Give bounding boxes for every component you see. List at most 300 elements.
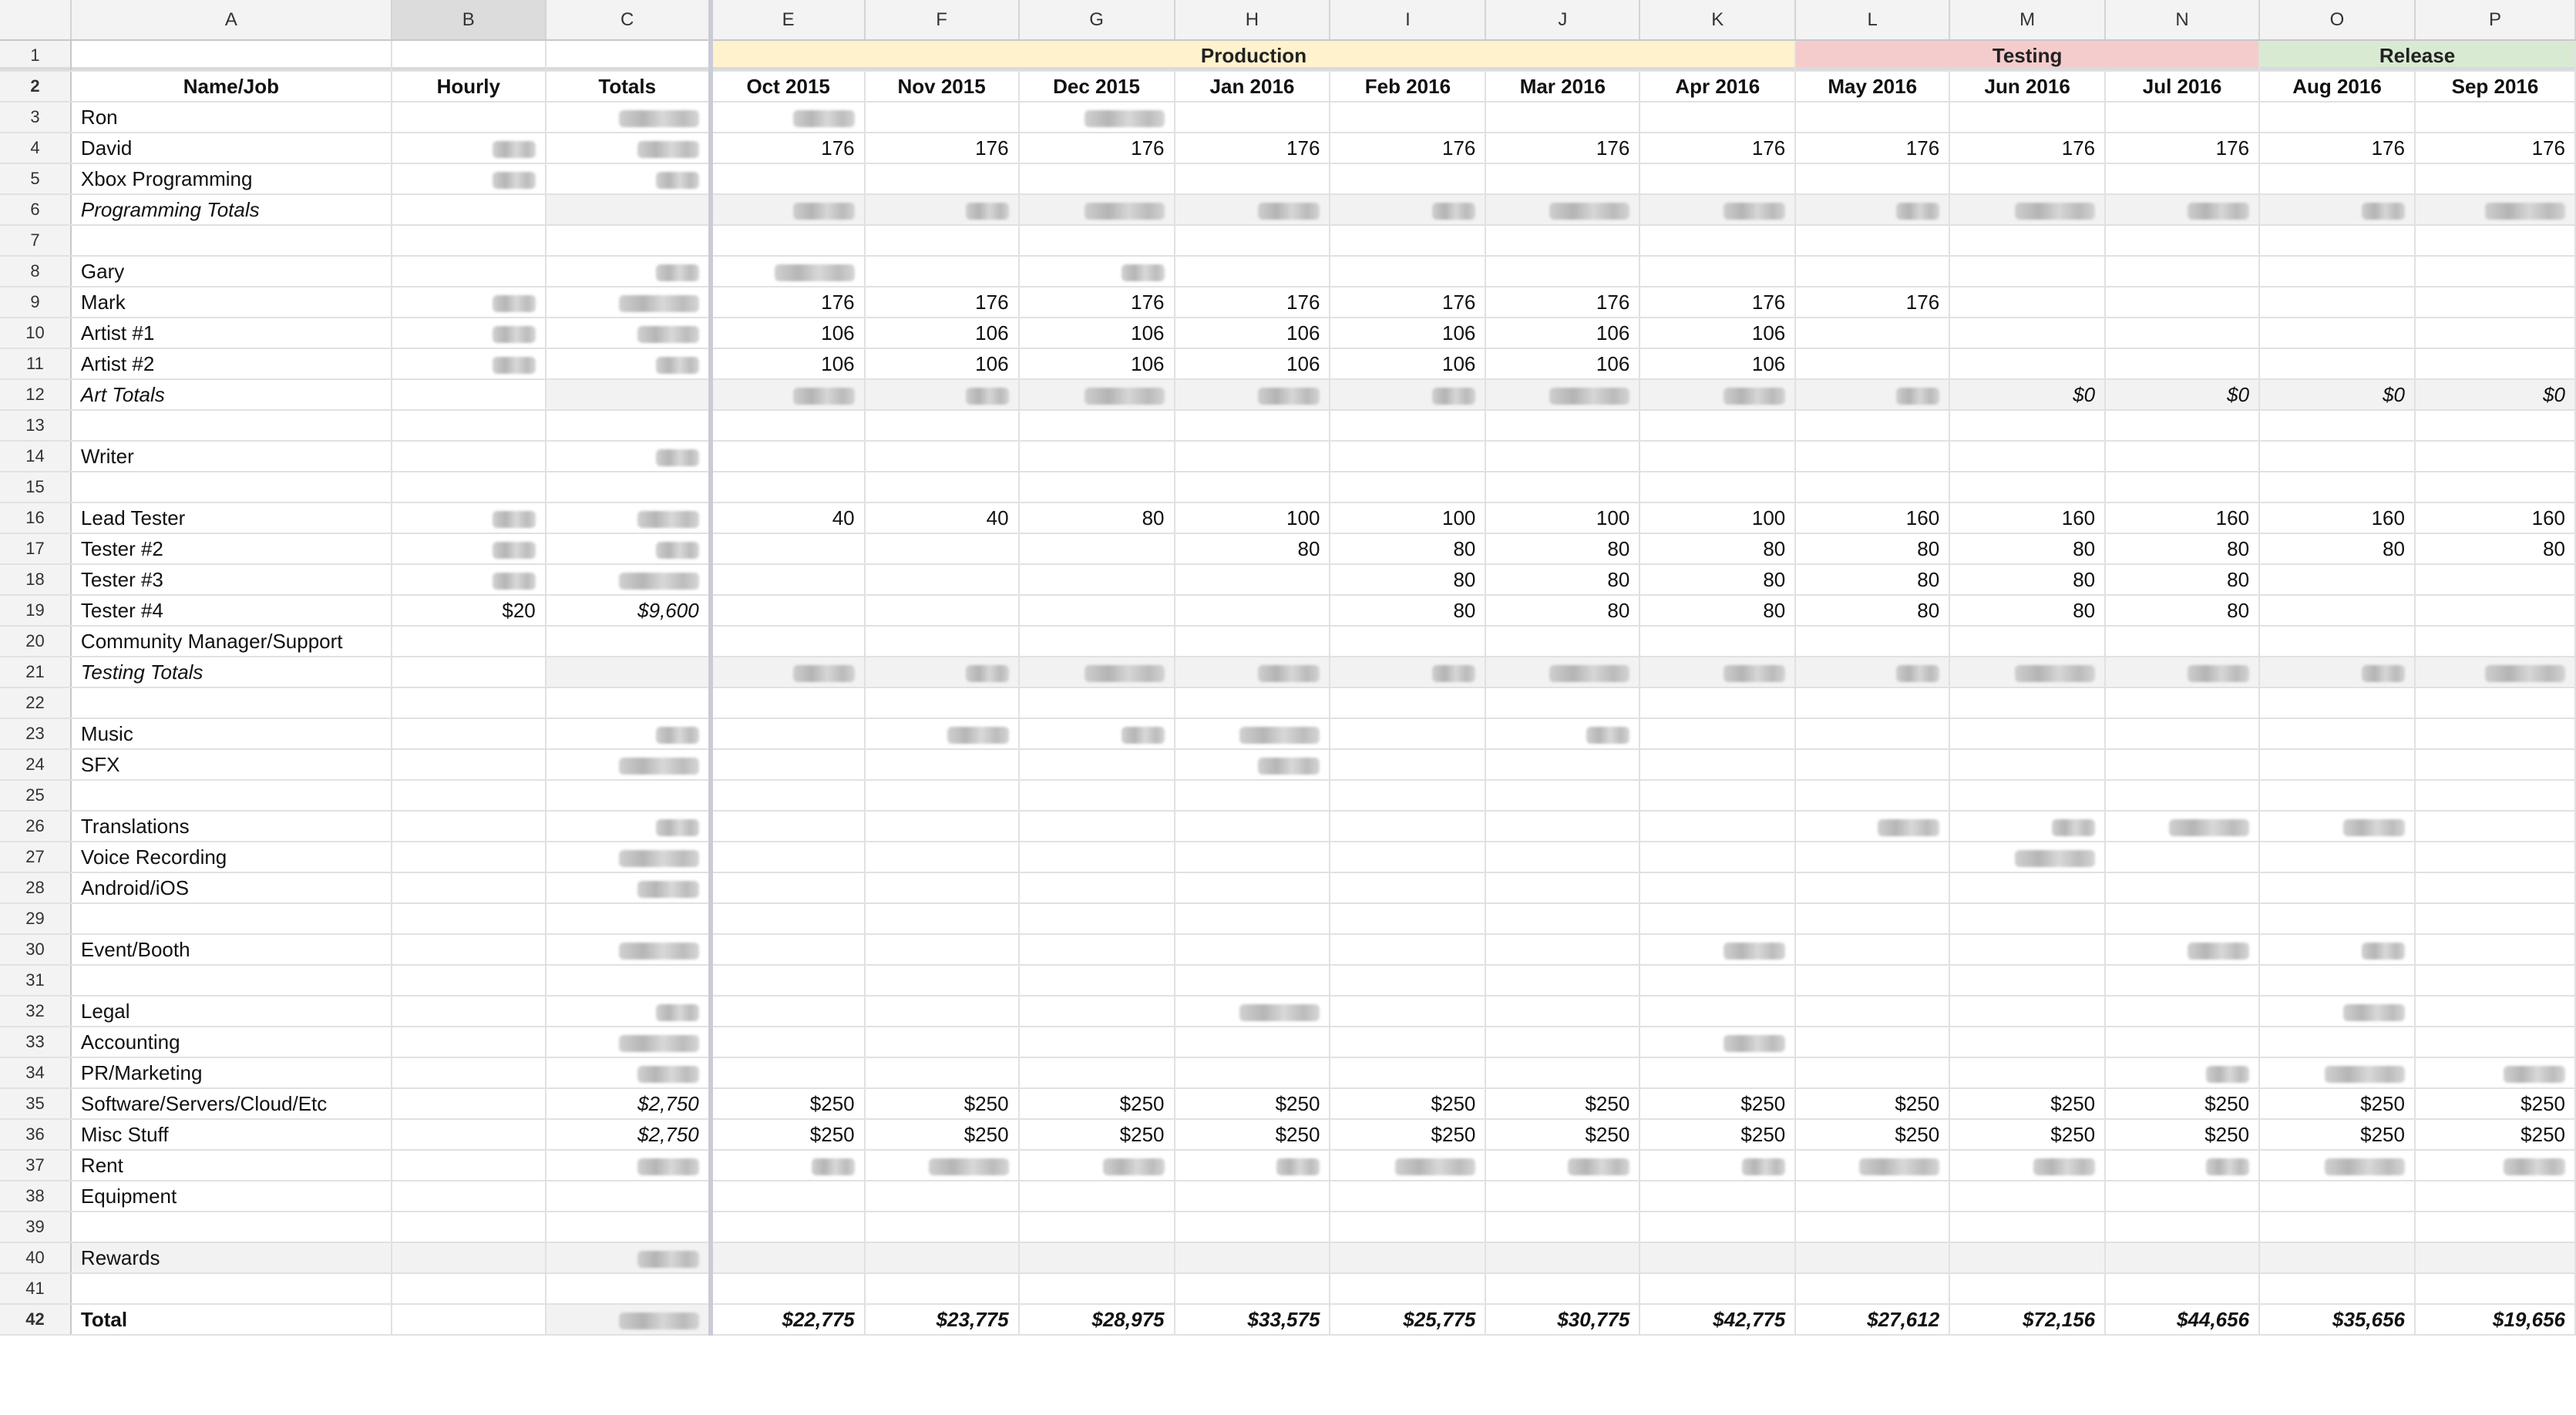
- column-header-c[interactable]: C: [546, 0, 711, 40]
- value-cell[interactable]: [865, 102, 1019, 133]
- value-cell[interactable]: [392, 996, 546, 1027]
- value-cell[interactable]: [1795, 1027, 1949, 1057]
- value-cell[interactable]: $0: [2259, 379, 2415, 410]
- value-cell[interactable]: [865, 472, 1019, 502]
- value-cell[interactable]: [1019, 780, 1175, 811]
- value-cell[interactable]: [392, 749, 546, 780]
- value-cell[interactable]: 80: [1639, 533, 1795, 564]
- value-cell[interactable]: [2105, 965, 2259, 996]
- value-cell[interactable]: [546, 687, 711, 718]
- value-cell[interactable]: [1639, 1150, 1795, 1181]
- value-cell[interactable]: [1639, 965, 1795, 996]
- value-cell[interactable]: [1795, 1150, 1949, 1181]
- value-cell[interactable]: [1330, 256, 1485, 287]
- value-cell[interactable]: [1795, 472, 1949, 502]
- value-cell[interactable]: [865, 687, 1019, 718]
- value-cell[interactable]: [392, 687, 546, 718]
- value-cell[interactable]: [546, 903, 711, 934]
- value-cell[interactable]: [1330, 410, 1485, 441]
- value-cell[interactable]: [392, 133, 546, 163]
- value-cell[interactable]: 106: [1019, 318, 1175, 348]
- value-cell[interactable]: [1175, 225, 1330, 256]
- value-cell[interactable]: [2415, 1242, 2575, 1273]
- value-cell[interactable]: [865, 965, 1019, 996]
- value-cell[interactable]: [2415, 903, 2575, 934]
- value-cell[interactable]: [1019, 1181, 1175, 1212]
- value-cell[interactable]: [1019, 872, 1175, 903]
- value-cell[interactable]: [1795, 749, 1949, 780]
- value-cell[interactable]: [1949, 1057, 2105, 1088]
- value-cell[interactable]: [392, 1304, 546, 1335]
- value-cell[interactable]: [1330, 687, 1485, 718]
- value-cell[interactable]: [711, 1150, 865, 1181]
- value-cell[interactable]: [392, 718, 546, 749]
- row-header[interactable]: 19: [0, 595, 71, 626]
- label-cell[interactable]: PR/Marketing: [71, 1057, 392, 1088]
- value-cell[interactable]: [392, 1119, 546, 1150]
- value-cell[interactable]: [711, 718, 865, 749]
- value-cell[interactable]: 80: [1949, 564, 2105, 595]
- value-cell[interactable]: 176: [1949, 133, 2105, 163]
- value-cell[interactable]: [1175, 1212, 1330, 1242]
- value-cell[interactable]: [865, 1150, 1019, 1181]
- label-cell[interactable]: [71, 1273, 392, 1304]
- value-cell[interactable]: [392, 1027, 546, 1057]
- value-cell[interactable]: [546, 1212, 711, 1242]
- value-cell[interactable]: [546, 780, 711, 811]
- value-cell[interactable]: [2105, 996, 2259, 1027]
- value-cell[interactable]: [1949, 934, 2105, 965]
- row-header[interactable]: 18: [0, 564, 71, 595]
- value-cell[interactable]: [2259, 102, 2415, 133]
- value-cell[interactable]: [865, 163, 1019, 194]
- value-cell[interactable]: [1795, 102, 1949, 133]
- value-cell[interactable]: 176: [1330, 133, 1485, 163]
- value-cell[interactable]: [1019, 256, 1175, 287]
- value-cell[interactable]: [1485, 225, 1639, 256]
- value-cell[interactable]: [865, 194, 1019, 225]
- value-cell[interactable]: [2259, 194, 2415, 225]
- column-header-o[interactable]: O: [2259, 0, 2415, 40]
- value-cell[interactable]: [1019, 472, 1175, 502]
- value-cell[interactable]: [546, 287, 711, 318]
- value-cell[interactable]: [1485, 780, 1639, 811]
- value-cell[interactable]: [2259, 163, 2415, 194]
- column-header-h[interactable]: H: [1175, 0, 1330, 40]
- value-cell[interactable]: [1949, 256, 2105, 287]
- value-cell[interactable]: [392, 872, 546, 903]
- value-cell[interactable]: [2415, 749, 2575, 780]
- value-cell[interactable]: [2415, 348, 2575, 379]
- column-header-a[interactable]: A: [71, 0, 392, 40]
- value-cell[interactable]: [1949, 687, 2105, 718]
- value-cell[interactable]: [1795, 996, 1949, 1027]
- value-cell[interactable]: 106: [1330, 348, 1485, 379]
- value-cell[interactable]: [1639, 872, 1795, 903]
- value-cell[interactable]: [1019, 903, 1175, 934]
- value-cell[interactable]: [1949, 287, 2105, 318]
- column-title[interactable]: Jan 2016: [1175, 71, 1330, 102]
- value-cell[interactable]: 80: [1795, 533, 1949, 564]
- value-cell[interactable]: [1639, 472, 1795, 502]
- value-cell[interactable]: [392, 1181, 546, 1212]
- value-cell[interactable]: [392, 934, 546, 965]
- column-header-g[interactable]: G: [1019, 0, 1175, 40]
- value-cell[interactable]: [2415, 410, 2575, 441]
- value-cell[interactable]: [1795, 163, 1949, 194]
- value-cell[interactable]: [1485, 1212, 1639, 1242]
- value-cell[interactable]: [2259, 595, 2415, 626]
- value-cell[interactable]: [2105, 194, 2259, 225]
- row-header[interactable]: 39: [0, 1212, 71, 1242]
- value-cell[interactable]: [711, 657, 865, 687]
- value-cell[interactable]: [711, 749, 865, 780]
- value-cell[interactable]: [1949, 348, 2105, 379]
- value-cell[interactable]: [2105, 626, 2259, 657]
- label-cell[interactable]: Programming Totals: [71, 194, 392, 225]
- value-cell[interactable]: [2105, 256, 2259, 287]
- value-cell[interactable]: [2259, 842, 2415, 872]
- row-header[interactable]: 26: [0, 811, 71, 842]
- value-cell[interactable]: [1019, 163, 1175, 194]
- value-cell[interactable]: 106: [1639, 318, 1795, 348]
- value-cell[interactable]: [1485, 1181, 1639, 1212]
- value-cell[interactable]: [1175, 194, 1330, 225]
- value-cell[interactable]: [546, 564, 711, 595]
- value-cell[interactable]: [2259, 811, 2415, 842]
- value-cell[interactable]: [2105, 811, 2259, 842]
- value-cell[interactable]: [1485, 1057, 1639, 1088]
- column-title[interactable]: Jun 2016: [1949, 71, 2105, 102]
- value-cell[interactable]: $250: [1175, 1088, 1330, 1119]
- value-cell[interactable]: [392, 502, 546, 533]
- row-header[interactable]: 13: [0, 410, 71, 441]
- value-cell[interactable]: [2415, 718, 2575, 749]
- value-cell[interactable]: [1949, 626, 2105, 657]
- value-cell[interactable]: [711, 256, 865, 287]
- value-cell[interactable]: $0: [2415, 379, 2575, 410]
- value-cell[interactable]: [2415, 780, 2575, 811]
- label-cell[interactable]: Voice Recording: [71, 842, 392, 872]
- label-cell[interactable]: Tester #2: [71, 533, 392, 564]
- row-header[interactable]: 23: [0, 718, 71, 749]
- value-cell[interactable]: 100: [1639, 502, 1795, 533]
- value-cell[interactable]: [2415, 595, 2575, 626]
- row-header[interactable]: 40: [0, 1242, 71, 1273]
- value-cell[interactable]: [2259, 965, 2415, 996]
- select-all-corner[interactable]: [0, 0, 71, 40]
- value-cell[interactable]: [1175, 1242, 1330, 1273]
- value-cell[interactable]: 160: [1795, 502, 1949, 533]
- value-cell[interactable]: [392, 441, 546, 472]
- value-cell[interactable]: [711, 379, 865, 410]
- value-cell[interactable]: [865, 657, 1019, 687]
- value-cell[interactable]: [546, 256, 711, 287]
- value-cell[interactable]: [1949, 996, 2105, 1027]
- value-cell[interactable]: [2259, 996, 2415, 1027]
- value-cell[interactable]: [1639, 441, 1795, 472]
- value-cell[interactable]: [392, 256, 546, 287]
- value-cell[interactable]: [1639, 996, 1795, 1027]
- value-cell[interactable]: [1175, 441, 1330, 472]
- value-cell[interactable]: [546, 472, 711, 502]
- row-header[interactable]: 37: [0, 1150, 71, 1181]
- value-cell[interactable]: [546, 1150, 711, 1181]
- column-header-f[interactable]: F: [865, 0, 1019, 40]
- value-cell[interactable]: [1795, 379, 1949, 410]
- value-cell[interactable]: [1175, 903, 1330, 934]
- column-header-b[interactable]: B: [392, 0, 546, 40]
- row-header[interactable]: 3: [0, 102, 71, 133]
- value-cell[interactable]: [392, 1150, 546, 1181]
- value-cell[interactable]: [2105, 657, 2259, 687]
- value-cell[interactable]: [2415, 1212, 2575, 1242]
- row-header[interactable]: 35: [0, 1088, 71, 1119]
- value-cell[interactable]: [865, 903, 1019, 934]
- cell[interactable]: [546, 40, 711, 71]
- value-cell[interactable]: [2415, 287, 2575, 318]
- value-cell[interactable]: [1019, 1242, 1175, 1273]
- label-cell[interactable]: Software/Servers/Cloud/Etc: [71, 1088, 392, 1119]
- value-cell[interactable]: [392, 626, 546, 657]
- value-cell[interactable]: [1795, 1242, 1949, 1273]
- value-cell[interactable]: [1639, 1273, 1795, 1304]
- value-cell[interactable]: [1330, 842, 1485, 872]
- value-cell[interactable]: $0: [1949, 379, 2105, 410]
- value-cell[interactable]: $2,750: [546, 1119, 711, 1150]
- value-cell[interactable]: $9,600: [546, 595, 711, 626]
- value-cell[interactable]: [711, 102, 865, 133]
- value-cell[interactable]: [1949, 318, 2105, 348]
- label-cell[interactable]: Music: [71, 718, 392, 749]
- value-cell[interactable]: [2415, 1150, 2575, 1181]
- row-header[interactable]: 34: [0, 1057, 71, 1088]
- value-cell[interactable]: [865, 780, 1019, 811]
- value-cell[interactable]: [392, 903, 546, 934]
- value-cell[interactable]: [1485, 472, 1639, 502]
- value-cell[interactable]: [2415, 996, 2575, 1027]
- value-cell[interactable]: [392, 564, 546, 595]
- value-cell[interactable]: [1019, 626, 1175, 657]
- row-header[interactable]: 9: [0, 287, 71, 318]
- value-cell[interactable]: [1949, 1242, 2105, 1273]
- label-cell[interactable]: Legal: [71, 996, 392, 1027]
- value-cell[interactable]: [2415, 687, 2575, 718]
- value-cell[interactable]: [1175, 965, 1330, 996]
- row-header[interactable]: 10: [0, 318, 71, 348]
- value-cell[interactable]: 80: [1949, 533, 2105, 564]
- value-cell[interactable]: 176: [865, 133, 1019, 163]
- value-cell[interactable]: [2259, 749, 2415, 780]
- value-cell[interactable]: [392, 1242, 546, 1273]
- label-cell[interactable]: [71, 472, 392, 502]
- value-cell[interactable]: 80: [1330, 533, 1485, 564]
- value-cell[interactable]: [546, 811, 711, 842]
- value-cell[interactable]: $250: [1330, 1119, 1485, 1150]
- value-cell[interactable]: [2259, 626, 2415, 657]
- value-cell[interactable]: 80: [1639, 564, 1795, 595]
- value-cell[interactable]: [2415, 225, 2575, 256]
- value-cell[interactable]: [392, 842, 546, 872]
- value-cell[interactable]: [1175, 842, 1330, 872]
- value-cell[interactable]: [546, 718, 711, 749]
- row-header[interactable]: 33: [0, 1027, 71, 1057]
- value-cell[interactable]: [1330, 872, 1485, 903]
- value-cell[interactable]: [2105, 1027, 2259, 1057]
- value-cell[interactable]: [1019, 441, 1175, 472]
- value-cell[interactable]: 176: [1485, 287, 1639, 318]
- value-cell[interactable]: [1019, 934, 1175, 965]
- value-cell[interactable]: 100: [1330, 502, 1485, 533]
- value-cell[interactable]: [1639, 780, 1795, 811]
- value-cell[interactable]: [1949, 718, 2105, 749]
- value-cell[interactable]: [711, 903, 865, 934]
- value-cell[interactable]: [1485, 1150, 1639, 1181]
- value-cell[interactable]: [1639, 410, 1795, 441]
- value-cell[interactable]: [865, 410, 1019, 441]
- label-cell[interactable]: Translations: [71, 811, 392, 842]
- value-cell[interactable]: [711, 225, 865, 256]
- value-cell[interactable]: 80: [2259, 533, 2415, 564]
- value-cell[interactable]: [1175, 657, 1330, 687]
- value-cell[interactable]: [711, 441, 865, 472]
- value-cell[interactable]: [1949, 225, 2105, 256]
- value-cell[interactable]: [2105, 163, 2259, 194]
- value-cell[interactable]: [1949, 194, 2105, 225]
- value-cell[interactable]: [2415, 872, 2575, 903]
- label-cell[interactable]: Tester #4: [71, 595, 392, 626]
- value-cell[interactable]: [546, 872, 711, 903]
- value-cell[interactable]: [1175, 1057, 1330, 1088]
- value-cell[interactable]: [865, 379, 1019, 410]
- value-cell[interactable]: [2259, 256, 2415, 287]
- value-cell[interactable]: [2415, 472, 2575, 502]
- column-header-m[interactable]: M: [1949, 0, 2105, 40]
- value-cell[interactable]: $250: [865, 1119, 1019, 1150]
- value-cell[interactable]: $250: [1019, 1088, 1175, 1119]
- value-cell[interactable]: [546, 410, 711, 441]
- value-cell[interactable]: [1330, 102, 1485, 133]
- value-cell[interactable]: $19,656: [2415, 1304, 2575, 1335]
- value-cell[interactable]: $42,775: [1639, 1304, 1795, 1335]
- value-cell[interactable]: [1639, 749, 1795, 780]
- value-cell[interactable]: [1175, 163, 1330, 194]
- value-cell[interactable]: 80: [1795, 595, 1949, 626]
- value-cell[interactable]: 80: [1175, 533, 1330, 564]
- value-cell[interactable]: [2415, 194, 2575, 225]
- value-cell[interactable]: 106: [1485, 348, 1639, 379]
- value-cell[interactable]: [1330, 903, 1485, 934]
- row-header[interactable]: 14: [0, 441, 71, 472]
- value-cell[interactable]: 106: [711, 318, 865, 348]
- column-title[interactable]: Hourly: [392, 71, 546, 102]
- value-cell[interactable]: [1949, 1181, 2105, 1212]
- value-cell[interactable]: [546, 749, 711, 780]
- label-cell[interactable]: Ron: [71, 102, 392, 133]
- value-cell[interactable]: [1485, 441, 1639, 472]
- value-cell[interactable]: $44,656: [2105, 1304, 2259, 1335]
- value-cell[interactable]: [2259, 780, 2415, 811]
- value-cell[interactable]: 80: [1949, 595, 2105, 626]
- value-cell[interactable]: $250: [1639, 1119, 1795, 1150]
- value-cell[interactable]: [1175, 256, 1330, 287]
- value-cell[interactable]: [1639, 256, 1795, 287]
- value-cell[interactable]: [1175, 1273, 1330, 1304]
- value-cell[interactable]: [2259, 657, 2415, 687]
- row-header[interactable]: 28: [0, 872, 71, 903]
- value-cell[interactable]: [2105, 780, 2259, 811]
- value-cell[interactable]: [546, 502, 711, 533]
- value-cell[interactable]: [865, 626, 1019, 657]
- label-cell[interactable]: Xbox Programming: [71, 163, 392, 194]
- value-cell[interactable]: [392, 318, 546, 348]
- value-cell[interactable]: [1485, 657, 1639, 687]
- value-cell[interactable]: $250: [1330, 1088, 1485, 1119]
- column-title[interactable]: Aug 2016: [2259, 71, 2415, 102]
- value-cell[interactable]: 176: [1485, 133, 1639, 163]
- value-cell[interactable]: 80: [2415, 533, 2575, 564]
- value-cell[interactable]: [1485, 194, 1639, 225]
- value-cell[interactable]: [546, 1181, 711, 1212]
- value-cell[interactable]: [2105, 749, 2259, 780]
- value-cell[interactable]: [1019, 749, 1175, 780]
- value-cell[interactable]: [865, 872, 1019, 903]
- value-cell[interactable]: [1330, 780, 1485, 811]
- value-cell[interactable]: [1949, 903, 2105, 934]
- value-cell[interactable]: $33,575: [1175, 1304, 1330, 1335]
- value-cell[interactable]: [711, 996, 865, 1027]
- value-cell[interactable]: [1485, 256, 1639, 287]
- value-cell[interactable]: [1175, 872, 1330, 903]
- value-cell[interactable]: [1175, 102, 1330, 133]
- value-cell[interactable]: [1949, 410, 2105, 441]
- column-header-i[interactable]: I: [1330, 0, 1485, 40]
- value-cell[interactable]: [1795, 256, 1949, 287]
- value-cell[interactable]: [2259, 348, 2415, 379]
- row-header[interactable]: 31: [0, 965, 71, 996]
- column-title[interactable]: Totals: [546, 71, 711, 102]
- value-cell[interactable]: [1639, 225, 1795, 256]
- value-cell[interactable]: [2415, 657, 2575, 687]
- value-cell[interactable]: [865, 811, 1019, 842]
- label-cell[interactable]: Total: [71, 1304, 392, 1335]
- value-cell[interactable]: [2415, 564, 2575, 595]
- column-title[interactable]: Oct 2015: [711, 71, 865, 102]
- value-cell[interactable]: [1330, 1057, 1485, 1088]
- value-cell[interactable]: [2415, 1181, 2575, 1212]
- value-cell[interactable]: [1019, 1027, 1175, 1057]
- value-cell[interactable]: [546, 1057, 711, 1088]
- value-cell[interactable]: [1330, 1273, 1485, 1304]
- row-header[interactable]: 22: [0, 687, 71, 718]
- value-cell[interactable]: [1330, 1212, 1485, 1242]
- row-header[interactable]: 1: [0, 40, 71, 71]
- value-cell[interactable]: [2259, 903, 2415, 934]
- value-cell[interactable]: [711, 1027, 865, 1057]
- label-cell[interactable]: Lead Tester: [71, 502, 392, 533]
- value-cell[interactable]: [2105, 1150, 2259, 1181]
- label-cell[interactable]: David: [71, 133, 392, 163]
- value-cell[interactable]: [1795, 1181, 1949, 1212]
- value-cell[interactable]: 176: [711, 287, 865, 318]
- value-cell[interactable]: [1175, 564, 1330, 595]
- value-cell[interactable]: [2105, 1181, 2259, 1212]
- value-cell[interactable]: [392, 657, 546, 687]
- value-cell[interactable]: [546, 965, 711, 996]
- value-cell[interactable]: [1175, 687, 1330, 718]
- value-cell[interactable]: [1330, 996, 1485, 1027]
- value-cell[interactable]: [2105, 102, 2259, 133]
